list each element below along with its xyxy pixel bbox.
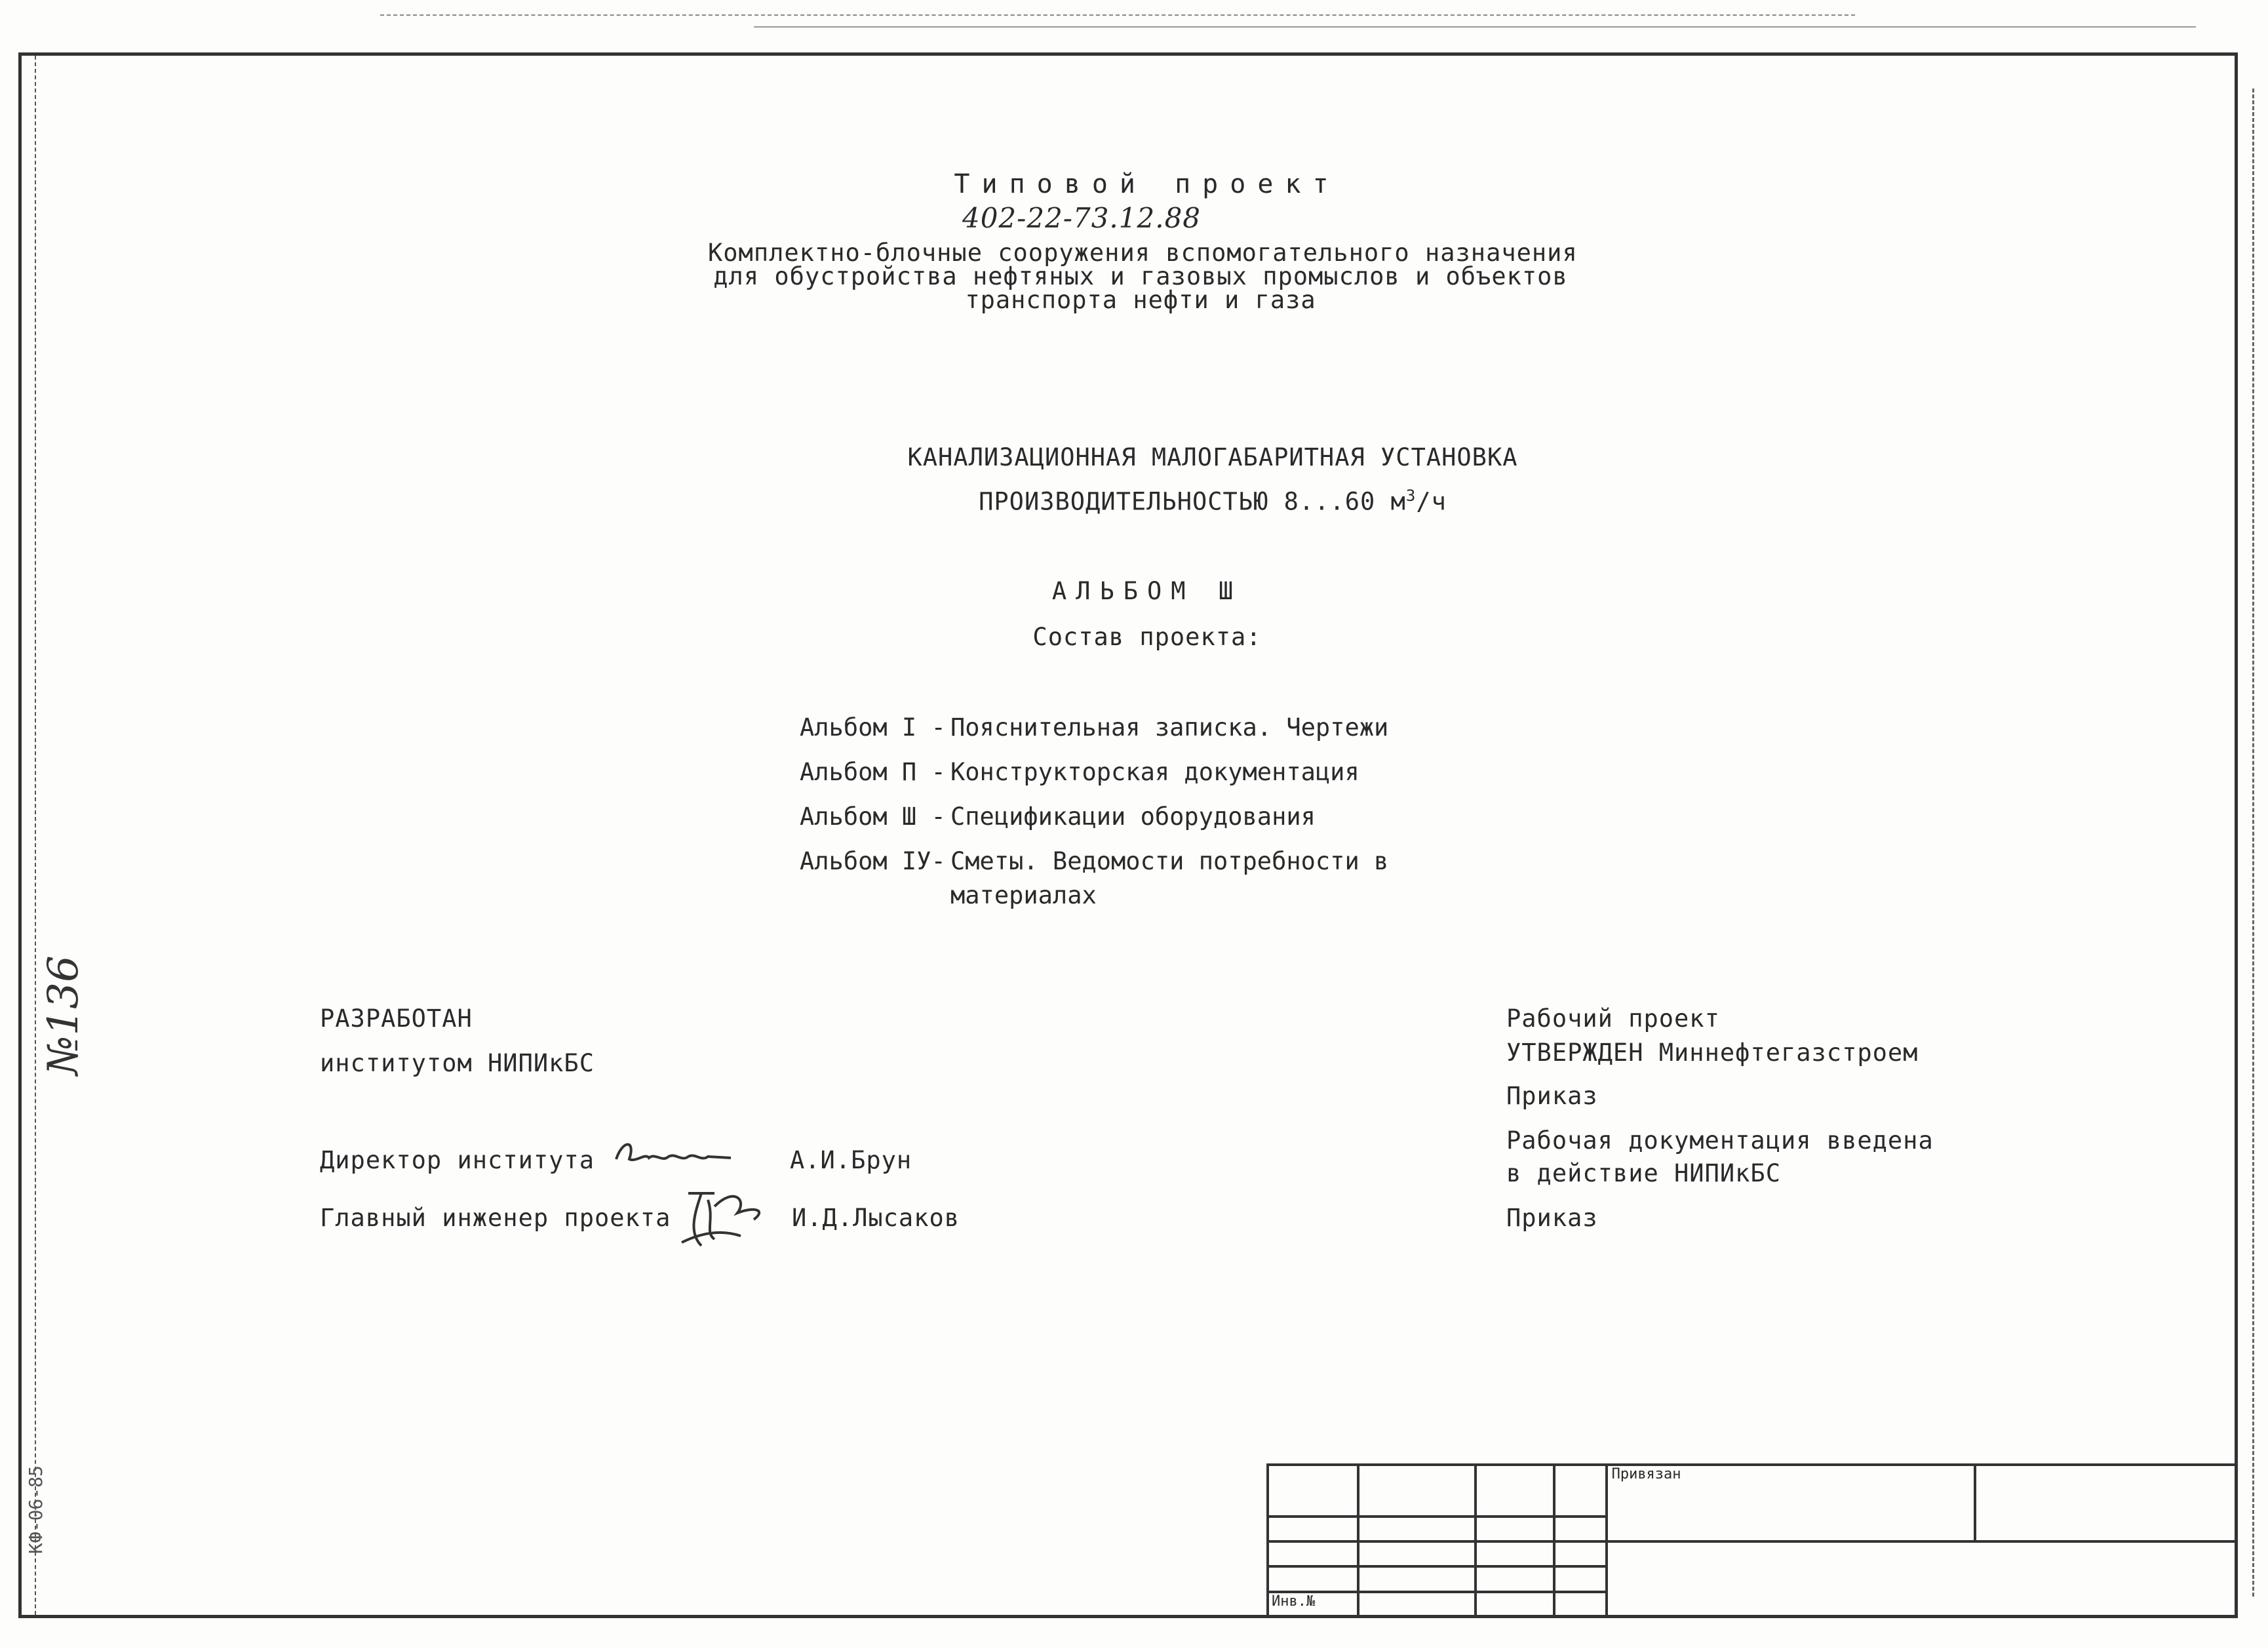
stamp-cell: [1358, 1541, 1476, 1566]
top-dashed-line: [380, 14, 1855, 16]
album-title: АЛЬБОМ Ш: [1051, 577, 1243, 605]
approval-order-2: Приказ: [1506, 1204, 1598, 1232]
product-name: КАНАЛИЗАЦИОННАЯ МАЛОГАБАРИТНАЯ УСТАНОВКА: [907, 443, 1518, 471]
album-item-text: Конструкторская документация: [950, 758, 1359, 786]
product-capacity: [787, 486, 1639, 515]
album-item-label: Альбом IУ-: [800, 847, 946, 875]
stamp-cell: [1554, 1465, 1607, 1517]
album-item-4: [800, 847, 1388, 875]
developer-institute: институтом НИПИкБС: [320, 1049, 595, 1077]
album-item-4-continuation: материалах: [950, 881, 1097, 909]
stamp-inv-cell: [1268, 1592, 1358, 1617]
top-solid-line: [754, 26, 2196, 28]
director-name: А.И.Брун: [790, 1146, 912, 1174]
sheet-number: №136: [39, 955, 88, 1075]
stamp-cell: [1268, 1566, 1358, 1591]
contents-heading: Состав проекта:: [1032, 623, 1262, 651]
subtitle-line-3: транспорта нефти и газа: [965, 286, 1316, 314]
stamp-cell: [1268, 1517, 1358, 1541]
stamp-cell: [1268, 1541, 1358, 1566]
subtitle-line-1: Комплектно-блочные сооружения вспомогательного назначения: [708, 239, 1578, 267]
approval-line-4: в действие НИПИкБС: [1506, 1159, 1781, 1187]
capacity-exponent: 3: [1405, 486, 1417, 505]
stamp-cell: [1554, 1517, 1607, 1541]
album-item-3: [800, 803, 1316, 831]
stamp-cell: [1476, 1465, 1554, 1517]
album-item-text: Пояснительная записка. Чертежи: [950, 713, 1389, 742]
approval-order-1: Приказ: [1506, 1082, 1598, 1110]
stamp-cell: [1554, 1566, 1607, 1591]
chief-engineer-name: И.Д.Лысаков: [792, 1204, 960, 1232]
stamp-cell: [1607, 1541, 2237, 1617]
album-item-label: Альбом П -: [800, 758, 946, 786]
binding-margin: [22, 56, 36, 1615]
chief-engineer-signature: [675, 1180, 787, 1252]
stamp-cell: [1476, 1541, 1554, 1566]
developed-label: РАЗРАБОТАН: [320, 1004, 473, 1033]
stamp-cell: [1358, 1566, 1476, 1591]
album-item-text: Спецификации оборудования: [950, 803, 1316, 831]
stamp-attached-cell: [1607, 1465, 1976, 1541]
album-item-text: Сметы. Ведомости потребности в: [950, 847, 1389, 875]
right-dashed-edge: [2251, 89, 2254, 1597]
stamp-cell: [1476, 1517, 1554, 1541]
director-role: Директор института: [320, 1146, 595, 1174]
album-item-2: [800, 758, 1359, 786]
approval-line-1: Рабочий проект: [1506, 1004, 1720, 1033]
album-item-label: Альбом Ш -: [800, 803, 946, 831]
album-item-1: [800, 713, 1388, 742]
director-signature: [610, 1133, 741, 1179]
stamp-cell: [1358, 1592, 1476, 1617]
attached-label: Привязан: [1611, 1466, 1681, 1482]
project-number: 402-22-73.12.88: [962, 202, 1202, 234]
stamp-cell: [1358, 1517, 1476, 1541]
subtitle-line-2: для обустройства нефтяных и газовых промыслов и объектов: [713, 262, 1568, 290]
stamp-cell: [1554, 1541, 1607, 1566]
approval-line-2: УТВЕРЖДЕН Миннефтегазстроем: [1506, 1039, 1919, 1067]
stamp-cell: [1476, 1566, 1554, 1591]
stamp-cell: [1476, 1592, 1554, 1617]
document-title: Типовой проект: [954, 169, 1340, 199]
title-block-table: [1266, 1463, 2238, 1618]
stamp-cell: [1554, 1592, 1607, 1617]
capacity-text: ПРОИЗВОДИТЕЛЬНОСТЬЮ 8...60 м: [979, 487, 1406, 516]
project-subtitle: [708, 239, 1578, 314]
title-block: [1266, 1463, 2238, 1618]
chief-engineer-role: Главный инженер проекта: [320, 1204, 671, 1232]
inventory-label: Инв.№: [1272, 1593, 1316, 1610]
stamp-cell: [1975, 1465, 2237, 1541]
capacity-unit: /ч: [1416, 487, 1447, 516]
stamp-cell: [1268, 1465, 1358, 1517]
album-item-label: Альбом I -: [800, 713, 946, 742]
margin-code: КФ-06-85: [25, 1465, 47, 1554]
approval-line-3: Рабочая документация введена: [1506, 1126, 1934, 1155]
stamp-cell: [1358, 1465, 1476, 1517]
